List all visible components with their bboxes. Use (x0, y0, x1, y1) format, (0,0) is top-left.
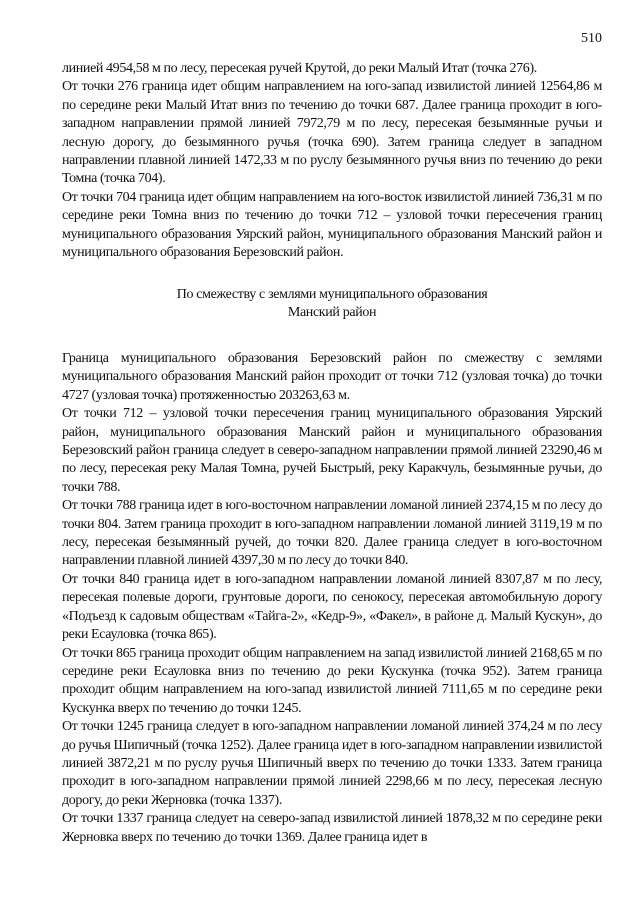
paragraph: От точки 1337 граница следует на северо-запад извилистой линией 1878,32 м по середине реки Жерновка вверх по течению до точки 1369. Далее граница идет в (62, 811, 602, 845)
paragraph: От точки 865 граница проходит общим направлением на запад извилистой линией 2168,65 м по середине реки Есауловка вниз по течению до реки Кускунка (точка 952). Затем граница проходит общим направлением на юго-запад извилистой линией 7111,65 м по середине реки Кускунка вверх по течению до точки 1245. (62, 645, 602, 716)
paragraph: Граница муниципального образования Березовский район по смежеству с землями муниципального образования Манский район проходит от точки 712 (узловая точка) до точки 4727 (узловая точка) протяженностью 203263,63 м. (62, 351, 602, 403)
paragraph: От точки 788 граница идет в юго-восточном направлении ломаной линией 2374,15 м по лесу до точки 804. Затем граница проходит в юго-западном направлении ломаной линией 3119,19 м по лесу, пересекая безымянный ручей, до точки 820. Далее граница следует в юго-восточном направлении плавной линией 4397,30 м по лесу до точки 840. (62, 498, 602, 569)
paragraph: От точки 704 граница идет общим направлением на юго-восток извилистой линией 736,31 м по середине реки Томна вниз по течению до точки 712 – узловой точки пересечения границ муниципального образования Уярский район, муниципального образования Манский район и муниципального образования Березовский район. (62, 189, 602, 261)
page-number: 510 (581, 31, 602, 46)
section-heading-line1: По смежеству с землями муниципального образования (176, 287, 488, 302)
paragraph: От точки 1245 граница следует в юго-западном направлении ломаной линией 374,24 м по лесу до ручья Шипичный (точка 1252). Далее граница идет в юго-западном направлении извилистой линией 3872,21 м по руслу ручья Шипичный вверх по течению до точки 1333. Затем граница проходит в юго-западном направлении прямой линией 2298,66 м по лесу, пересекая лесную дорогу, до реки Жерновка (точка 1337). (62, 719, 602, 808)
section-heading-line2: Манский район (287, 305, 377, 321)
paragraph: От точки 712 – узловой точки пересечения границ муниципального образования Уярский район, муниципального образования Манский район и муниципального образования Березовский район граница следует в северо-западном направлении прямой линией 23290,46 м по лесу, пересекая реку Малая Томна, ручей Быстрый, реку Каракчуль, безымянные ручьи, до точки 788. (62, 406, 602, 495)
top-text-block (62, 60, 602, 262)
paragraph: От точки 840 граница идет в юго-западном направлении ломаной линией 8307,87 м по лесу, пересекая полевые дороги, грунтовые дороги, по сенокосу, пересекая автомобильную дорогу «Подъезд к садовым обществам «Тайга-2», «Кедр-9», «Факел», в районе д. Малый Кускун», до реки Есауловка (точка 865). (62, 571, 602, 643)
bottom-text-block (62, 350, 602, 847)
paragraph: От точки 276 граница идет общим направлением на юго-запад извилистой линией 12564,86 м по середине реки Малый Итат вниз по течению до точки 687. Далее граница проходит в юго-западном направлении прямой линией 7972,79 м по лесу, пересекая безымянные ручьи и лесную дорогу, до безымянного ручья (точка 690). Затем граница следует в западном направлении плавной линией 1472,33 м по руслу безымянного ручья вниз по течению до реки Томна (точка 704). (62, 79, 602, 187)
section-heading (62, 286, 602, 323)
paragraph: линией 4954,58 м по лесу, пересекая ручей Крутой, до реки Малый Итат (точка 276). (62, 61, 537, 76)
